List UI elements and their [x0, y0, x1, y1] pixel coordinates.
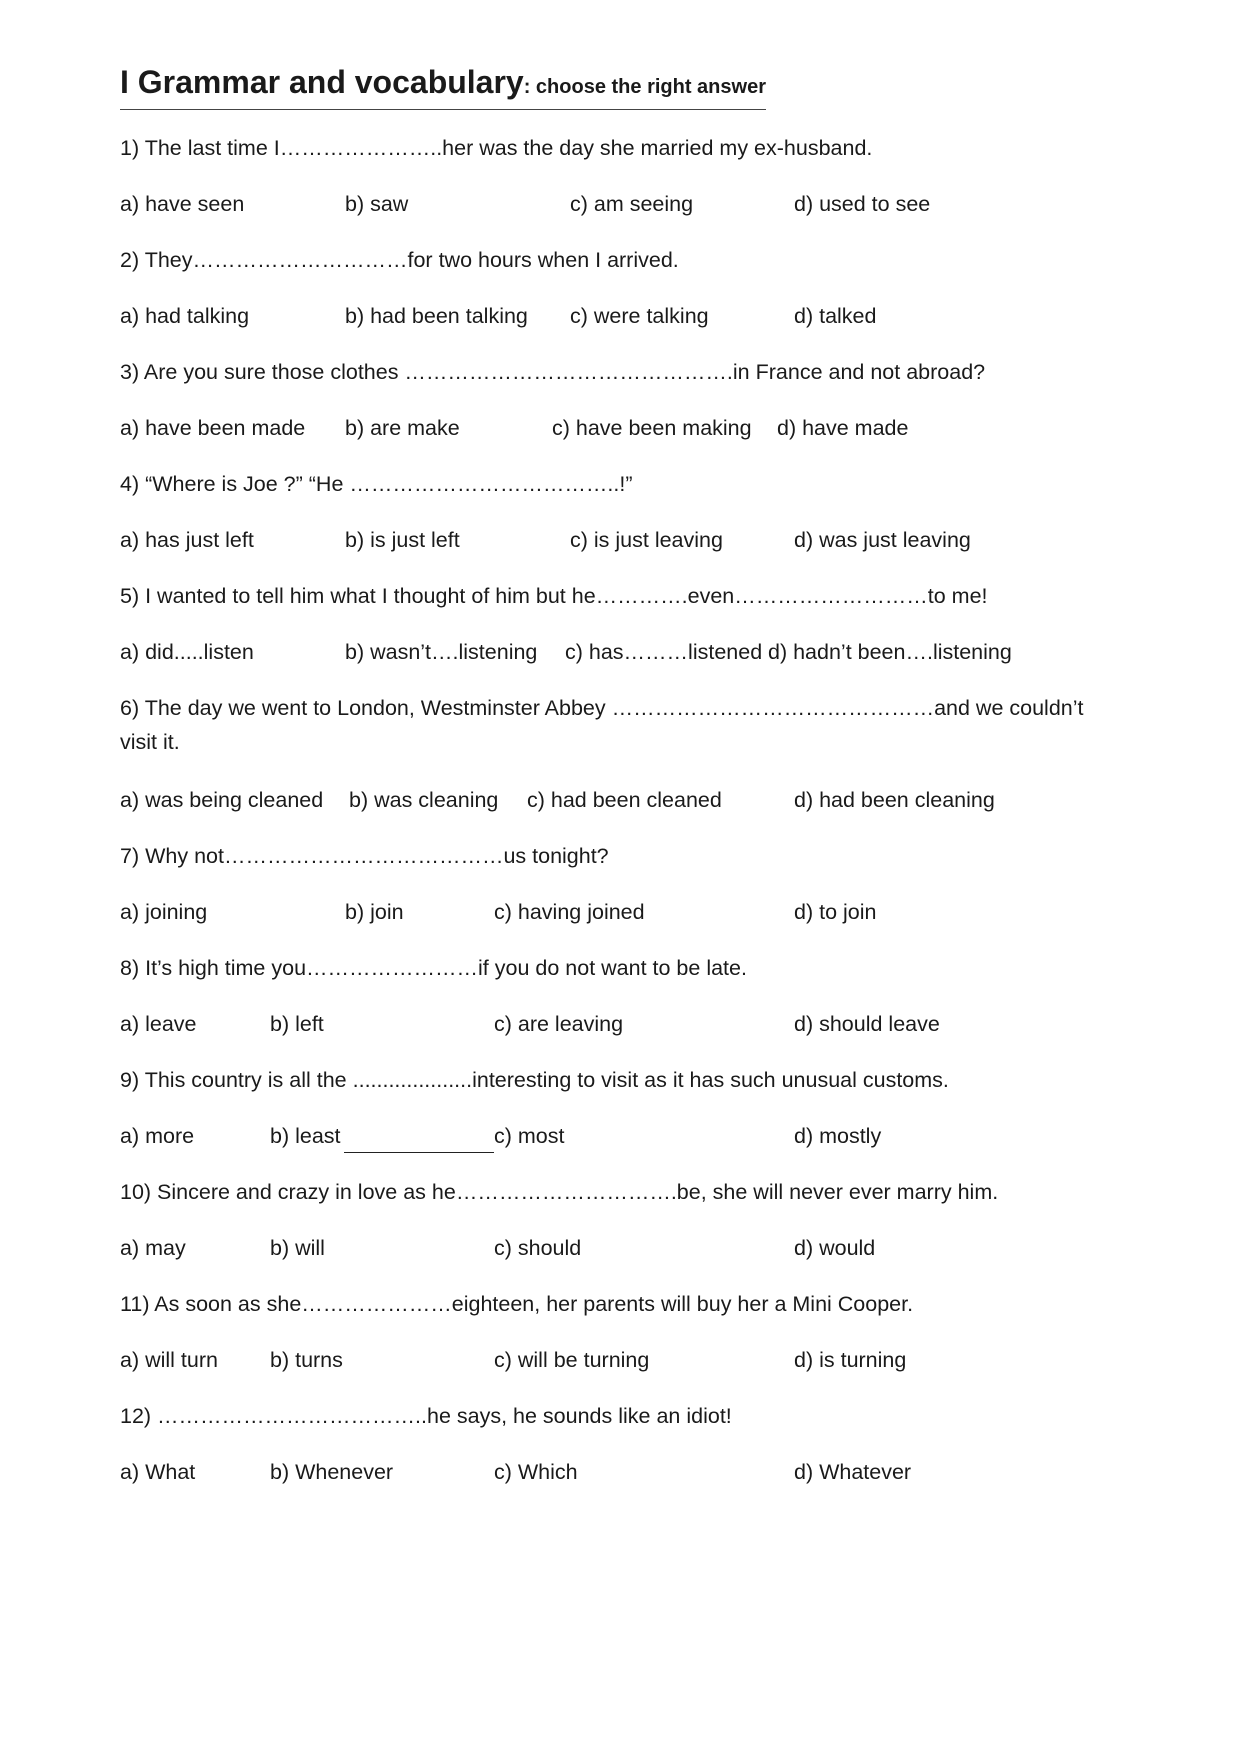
q8-option-c: c) are leaving: [494, 1012, 624, 1036]
q6-option-c: c) had been cleaned: [527, 788, 722, 812]
question-8: 8) It’s high time you……………………if you do not want to be late.: [120, 956, 747, 980]
question-12: 12) ………………………………..he says, he sounds like an idiot!: [120, 1404, 732, 1428]
q3-option-b: b) are make: [345, 416, 460, 440]
q2-option-b: b) had been talking: [345, 304, 528, 328]
q1-option-c: c) am seeing: [570, 192, 694, 216]
q5-option-d: d) hadn’t been….listening: [768, 640, 1012, 664]
q7-option-c: c) having joined: [494, 900, 645, 924]
q10-option-a: a) may: [120, 1236, 186, 1260]
question-3: 3) Are you sure those clothes ……………………………………….in France and not abroad?: [120, 360, 986, 384]
q8-option-b: b) left: [270, 1012, 324, 1036]
q9-option-d: d) mostly: [794, 1124, 882, 1148]
question-10: 10) Sincere and crazy in love as he………………………….be, she will never ever marry him.: [120, 1180, 999, 1204]
q11-option-c: c) will be turning: [494, 1348, 650, 1372]
q5-option-b: b) wasn’t….listening: [345, 640, 538, 664]
q10-option-b: b) will: [270, 1236, 325, 1260]
question-6: 6) The day we went to London, Westminster Abbey ………………………………………and we couldn’t: [120, 696, 1084, 720]
q6-option-d: d) had been cleaning: [794, 788, 995, 812]
question-5: 5) I wanted to tell him what I thought of him but he………….even………………………to me!: [120, 584, 988, 608]
q2-option-d: d) talked: [794, 304, 877, 328]
section-title-main: I Grammar and vocabulary: [120, 64, 524, 100]
q4-option-b: b) is just left: [345, 528, 460, 552]
q9-option-c: c) most: [494, 1124, 565, 1148]
q3-option-c: c) have been making: [552, 416, 752, 440]
q12-option-a: a) What: [120, 1460, 196, 1484]
section-title-instruction: : choose the right answer: [523, 76, 766, 98]
section-title: [120, 64, 766, 110]
question-2: 2) They…………………………for two hours when I arrived.: [120, 248, 679, 272]
q7-option-a: a) joining: [120, 900, 208, 924]
q1-option-d: d) used to see: [794, 192, 931, 216]
q5-option-c: c) has………listened: [565, 640, 763, 664]
q7-option-d: d) to join: [794, 900, 877, 924]
q11-option-b: b) turns: [270, 1348, 343, 1372]
q2-option-a: a) had talking: [120, 304, 250, 328]
q6-option-b: b) was cleaning: [349, 788, 499, 812]
q12-option-d: d) Whatever: [794, 1460, 912, 1484]
q4-option-d: d) was just leaving: [794, 528, 971, 552]
q10-option-c: c) should: [494, 1236, 582, 1260]
q9-option-b: b) least: [270, 1124, 341, 1148]
q3-option-a: a) have been made: [120, 416, 306, 440]
q1-option-b: b) saw: [345, 192, 409, 216]
question-11: 11) As soon as she…………………eighteen, her parents will buy her a Mini Cooper.: [120, 1292, 914, 1316]
question-4: 4) “Where is Joe ?” “He ………………………………..!”: [120, 472, 633, 496]
q2-option-c: c) were talking: [570, 304, 709, 328]
question-7: 7) Why not…………………………………us tonight?: [120, 844, 609, 868]
question-1: 1) The last time I…………………..her was the day she married my ex-husband.: [120, 136, 873, 160]
question-6-continued: visit it.: [120, 730, 180, 754]
q8-option-d: d) should leave: [794, 1012, 940, 1036]
q6-option-a: a) was being cleaned: [120, 788, 324, 812]
q10-option-d: d) would: [794, 1236, 876, 1260]
answer-blank-line: [344, 1152, 494, 1153]
q11-option-a: a) will turn: [120, 1348, 218, 1372]
q5-option-a: a) did.....listen: [120, 640, 254, 664]
q4-option-a: a) has just left: [120, 528, 254, 552]
q3-option-d: d) have made: [777, 416, 909, 440]
q1-option-a: a) have seen: [120, 192, 245, 216]
q8-option-a: a) leave: [120, 1012, 197, 1036]
q4-option-c: c) is just leaving: [570, 528, 723, 552]
q12-option-c: c) Which: [494, 1460, 578, 1484]
question-9: 9) This country is all the ....................interesting to visit as it has such unusual customs.: [120, 1068, 949, 1092]
q11-option-d: d) is turning: [794, 1348, 907, 1372]
q9-option-a: a) more: [120, 1124, 195, 1148]
q12-option-b: b) Whenever: [270, 1460, 394, 1484]
q7-option-b: b) join: [345, 900, 404, 924]
